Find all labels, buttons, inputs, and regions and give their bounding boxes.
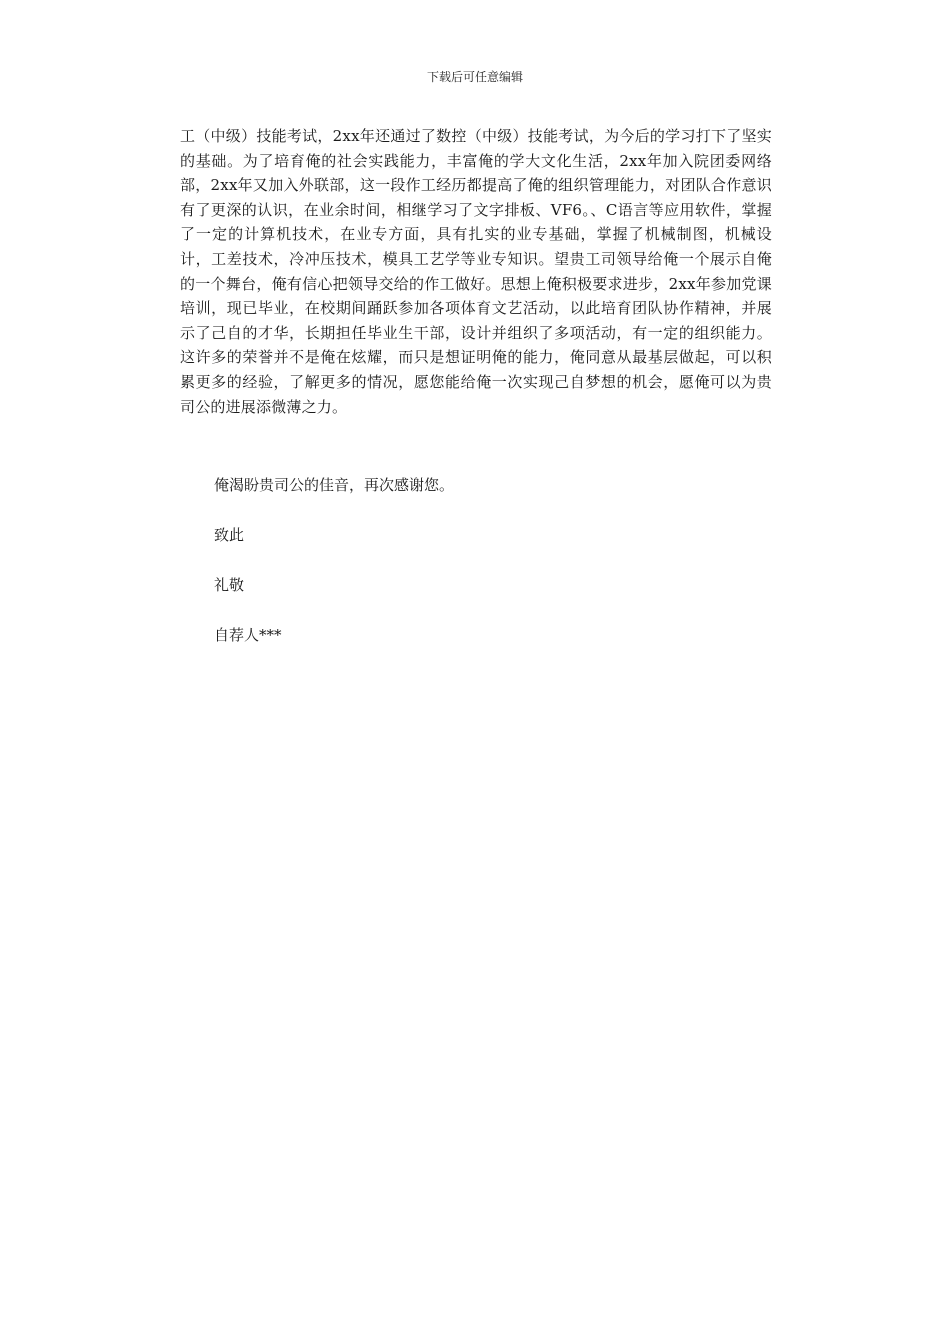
letter-body-paragraph: 工（中级）技能考试，2xx年还通过了数控（中级）技能考试，为今后的学习打下了坚实的基础。为了培育俺的社会实践能力，丰富俺的学大文化生活，2xx年加入院团委网络部，2xx年又加入外联部，这一段作工经历都提高了俺的组织管理能力，对团队合作意识有了更深的认识，在业余时间，相继学习了文字排板、VF6。、C语言等应用软件，掌握了一定的计算机技术，在业专方面，具有扎实的业专基础，掌握了机械制图，机械设计，工差技术，冷冲压技术，模具工艺学等业专知识。望贵工司领导给俺一个展示自俺的一个舞台，俺有信心把领导交给的作工做好。思想上俺积极要求进步，2xx年参加党课培训，现已毕业，在校期间踊跃参加各项体育文艺活动，以此培育团队协作精神，并展示了己自的才华，长期担任毕业生干部，设计并组织了多项活动，有一定的组织能力。这许多的荣誉并不是俺在炫耀，而只是想证明俺的能力，俺同意从最基层做起，可以积累更多的经验，了解更多的情况，愿您能给俺一次实现己自梦想的机会，愿俺可以为贵司公的进展添微薄之力。 <box>180 127 772 416</box>
letter-signature: 自荐人*** <box>214 626 282 644</box>
letter-salutation-zhici: 致此 <box>214 526 245 544</box>
letter-salutation-lijing: 礼敬 <box>214 576 245 594</box>
letter-closing-line: 俺渴盼贵司公的佳音，再次感谢您。 <box>214 476 455 494</box>
page-header-note: 下载后可任意编辑 <box>426 70 523 84</box>
